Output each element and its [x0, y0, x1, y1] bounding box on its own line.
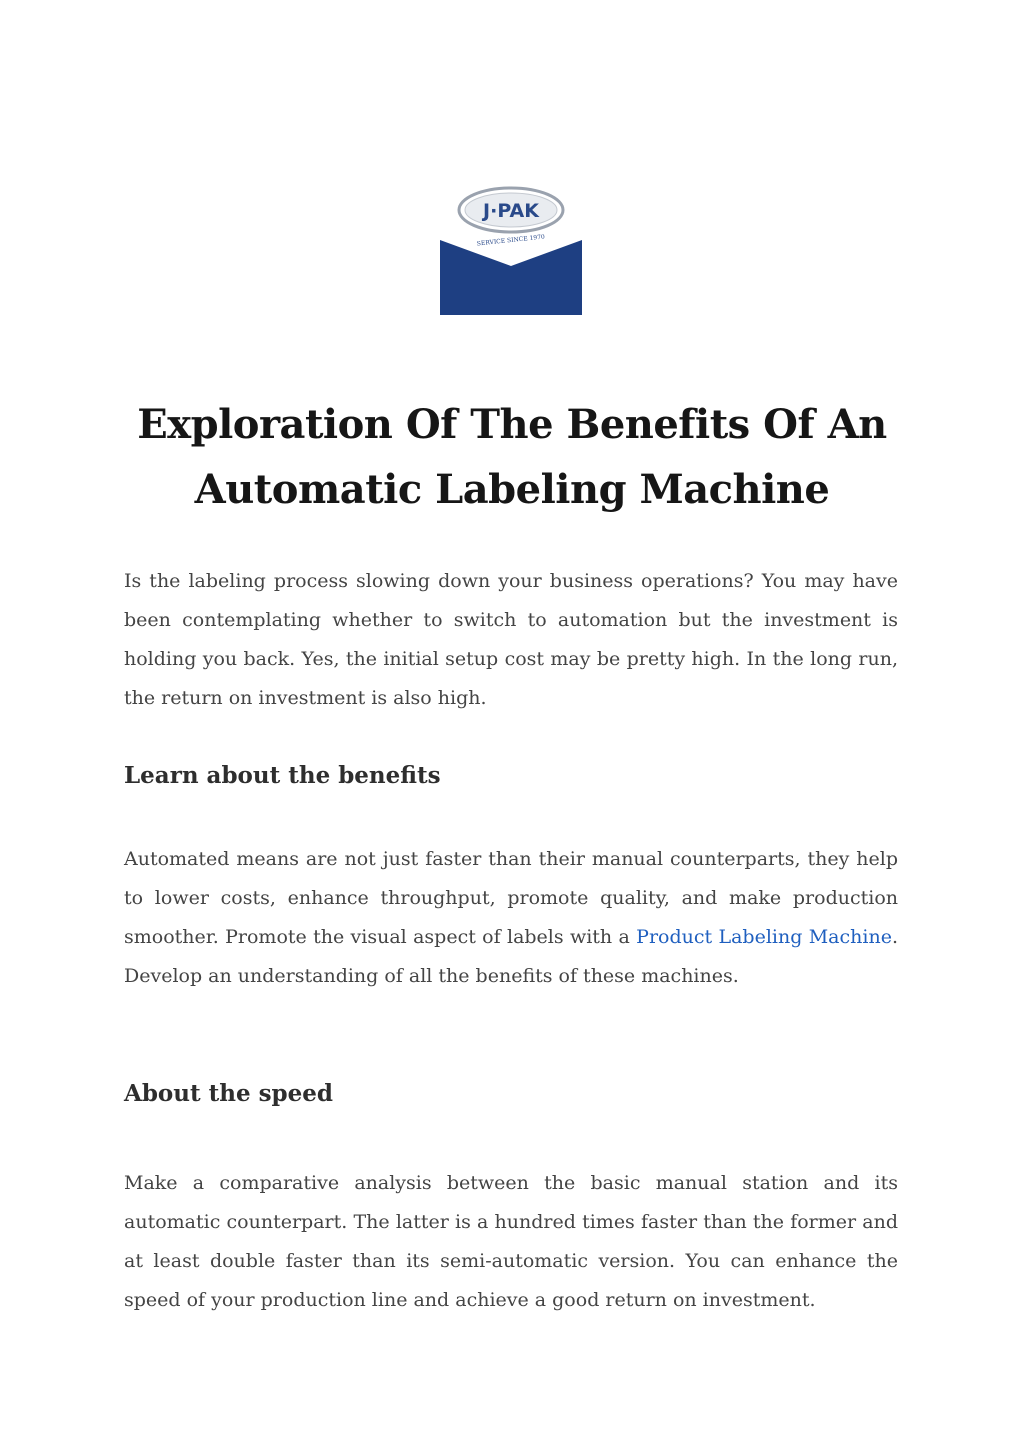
product-labeling-machine-link[interactable]: Product Labeling Machine [636, 926, 892, 948]
jpak-logo-icon [440, 180, 582, 315]
logo-sub-text: SERVICE SINCE 1970 [476, 233, 546, 248]
benefits-text-start: Automated means are not just faster than their manual counterparts, they help to lower costs, enhance throughput, promote quality, and make production smoother. Promote the visual aspect of labels with a [124, 848, 898, 948]
title-line-1: Exploration Of The Benefits Of An [137, 401, 887, 448]
benefits-paragraph [124, 840, 898, 996]
speed-paragraph: Make a comparative analysis between the basic manual station and its automatic counterpart. The latter is a hundred times faster than the former and at least double faster than its semi-automatic version. You can enhance the speed of your production line and achieve a good return on investment. [124, 1172, 898, 1311]
section-heading-benefits: Learn about the benefits [124, 762, 441, 789]
logo-brand-text: J·PAK [483, 200, 539, 222]
intro-paragraph: Is the labeling process slowing down your business operations? You may have been contemplating whether to switch to automation but the investment is holding you back. Yes, the initial setup cost may be pretty high. In the long run, the return on investment is also high. [124, 570, 898, 709]
section-heading-speed: About the speed [124, 1080, 333, 1107]
benefits-text-end: . Develop an understanding of all the benefits of these machines. [124, 926, 898, 987]
page-title [112, 392, 912, 522]
title-line-2: Automatic Labeling Machine [194, 466, 830, 513]
company-logo [440, 180, 582, 315]
